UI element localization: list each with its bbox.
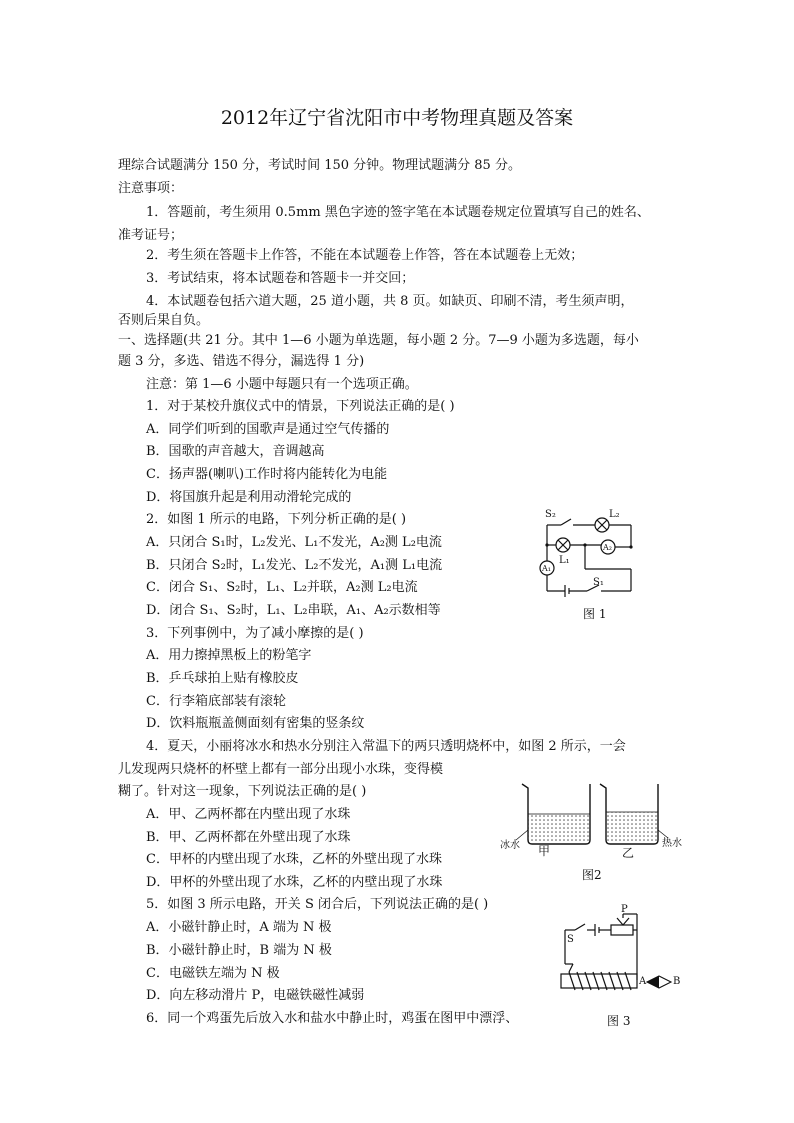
note-1: 1．答题前，考生须用 0.5mm 黑色字迹的签字笔在本试题卷规定位置填写自己的姓名、 <box>146 205 650 220</box>
q2-option-b: B．只闭合 S₂时，L₁发光、L₂不发光，A₁测 L₁电流 <box>146 558 443 573</box>
label-a2: A₂ <box>603 543 612 552</box>
label-s2: S₂ <box>545 509 556 520</box>
q4-stem-cont: 儿发现两只烧杯的杯壁上都有一部分出现小水珠，变得模 <box>118 762 444 777</box>
q4-option-a: A．甲、乙两杯都在内壁出现了水珠 <box>146 807 351 822</box>
q3-stem: 3．下列事例中，为了减小摩擦的是( ) <box>146 626 364 641</box>
label-l2: L₂ <box>609 509 620 520</box>
section-heading: 一、选择题(共 21 分。其中 1—6 小题为单选题，每小题 2 分。7—9 小题为多选题，每小 <box>118 333 639 348</box>
q1-option-c: C．扬声器(喇叭)工作时将内能转化为电能 <box>146 467 388 482</box>
note-4: 4．本试题卷包括六道大题，25 道小题，共 8 页。如缺页、印刷不清，考生须声明， <box>146 294 634 309</box>
figure-3-caption: 图 3 <box>607 1014 631 1028</box>
q6-stem: 6．同一个鸡蛋先后放入水和盐水中静止时，鸡蛋在图甲中漂浮、 <box>146 1011 519 1026</box>
q4-option-c: C．甲杯的内壁出现了水珠，乙杯的外壁出现了水珠 <box>146 852 442 867</box>
note-1-cont: 准考证号； <box>118 228 184 243</box>
q2-stem: 2．如图 1 所示的电路，下列分析正确的是( ) <box>146 512 407 527</box>
q5-stem: 5．如图 3 所示电路，开关 S 闭合后，下列说法正确的是( ) <box>146 897 489 912</box>
q1-option-a: A．同学们听到的国歌声是通过空气传播的 <box>146 422 390 437</box>
note-2: 2．考生须在答题卡上作答，不能在本试题卷上作答，答在本试题卷上无效； <box>146 248 584 263</box>
q2-option-a: A．只闭合 S₁时，L₂发光、L₁不发光，A₂测 L₂电流 <box>146 535 442 550</box>
q2-option-c: C．闭合 S₁、S₂时，L₁、L₂并联，A₂测 L₂电流 <box>146 580 418 595</box>
figure-1-caption: 图 1 <box>583 607 607 621</box>
page-title: 2012年辽宁省沈阳市中考物理真题及答案 <box>220 107 574 129</box>
q3-option-d: D．饮料瓶瓶盖侧面刻有密集的竖条纹 <box>146 716 365 731</box>
q1-option-d: D．将国旗升起是利用动滑轮完成的 <box>146 490 352 505</box>
q2-option-d: D．闭合 S₁、S₂时，L₁、L₂串联，A₁、A₂示数相等 <box>146 603 441 618</box>
note-4-cont: 否则后果自负。 <box>118 313 210 328</box>
label-b: B <box>673 976 681 987</box>
q5-option-b: B．小磁针静止时，B 端为 N 极 <box>146 943 332 958</box>
q1-stem: 1．对于某校升旗仪式中的情景，下列说法正确的是( ) <box>146 399 455 414</box>
q5-option-c: C．电磁铁左端为 N 极 <box>146 966 280 981</box>
label-ice-water: 冰水 <box>500 840 520 851</box>
label-jia: 甲 <box>538 844 551 858</box>
q1-option-b: B．国歌的声音越大，音调越高 <box>146 444 325 459</box>
electromagnet-diagram <box>555 912 685 1012</box>
label-a: A <box>639 976 647 987</box>
label-hot-water: 热水 <box>662 838 682 849</box>
q3-option-a: A．用力擦掉黑板上的粉笔字 <box>146 648 312 663</box>
label-p: P <box>621 904 628 915</box>
q4-option-b: B．甲、乙两杯都在外壁出现了水珠 <box>146 830 351 845</box>
label-a1: A₁ <box>542 564 551 573</box>
figure-2-beakers <box>494 778 714 886</box>
label-s1: S₁ <box>593 577 604 588</box>
label-l1: L₁ <box>559 555 570 566</box>
q4-stem-cont2: 糊了。针对这一现象，下列说法正确的是( ) <box>118 784 367 799</box>
note-3: 3．考试结束，将本试题卷和答题卡一并交回； <box>146 271 415 286</box>
figure-3-electromagnet <box>555 904 685 1030</box>
q4-stem: 4．夏天，小丽将冰水和热水分别注入常温下的两只透明烧杯中，如图 2 所示，一会 <box>146 739 626 754</box>
notes-title: 注意事项： <box>118 181 184 196</box>
label-yi: 乙 <box>622 846 635 860</box>
label-s: S <box>567 934 574 945</box>
q5-option-d: D．向左移动滑片 P，电磁铁磁性减弱 <box>146 988 365 1003</box>
figure-1-circuit <box>525 505 645 623</box>
q4-option-d: D．甲杯的外壁出现了水珠，乙杯的内壁出现了水珠 <box>146 875 443 890</box>
q3-option-c: C．行李箱底部装有滚轮 <box>146 694 286 709</box>
q5-option-a: A．小磁针静止时，A 端为 N 极 <box>146 920 332 935</box>
section-heading-cont: 题 3 分，多选、错选不得分，漏选得 1 分) <box>118 354 365 369</box>
q3-option-b: B．乒乓球拍上贴有橡胶皮 <box>146 671 299 686</box>
section-note: 注意：第 1—6 小题中每题只有一个选项正确。 <box>146 377 418 392</box>
figure-2-caption: 图2 <box>582 868 602 882</box>
intro-line: 理综合试题满分 150 分，考试时间 150 分钟。物理试题满分 85 分。 <box>118 158 521 173</box>
